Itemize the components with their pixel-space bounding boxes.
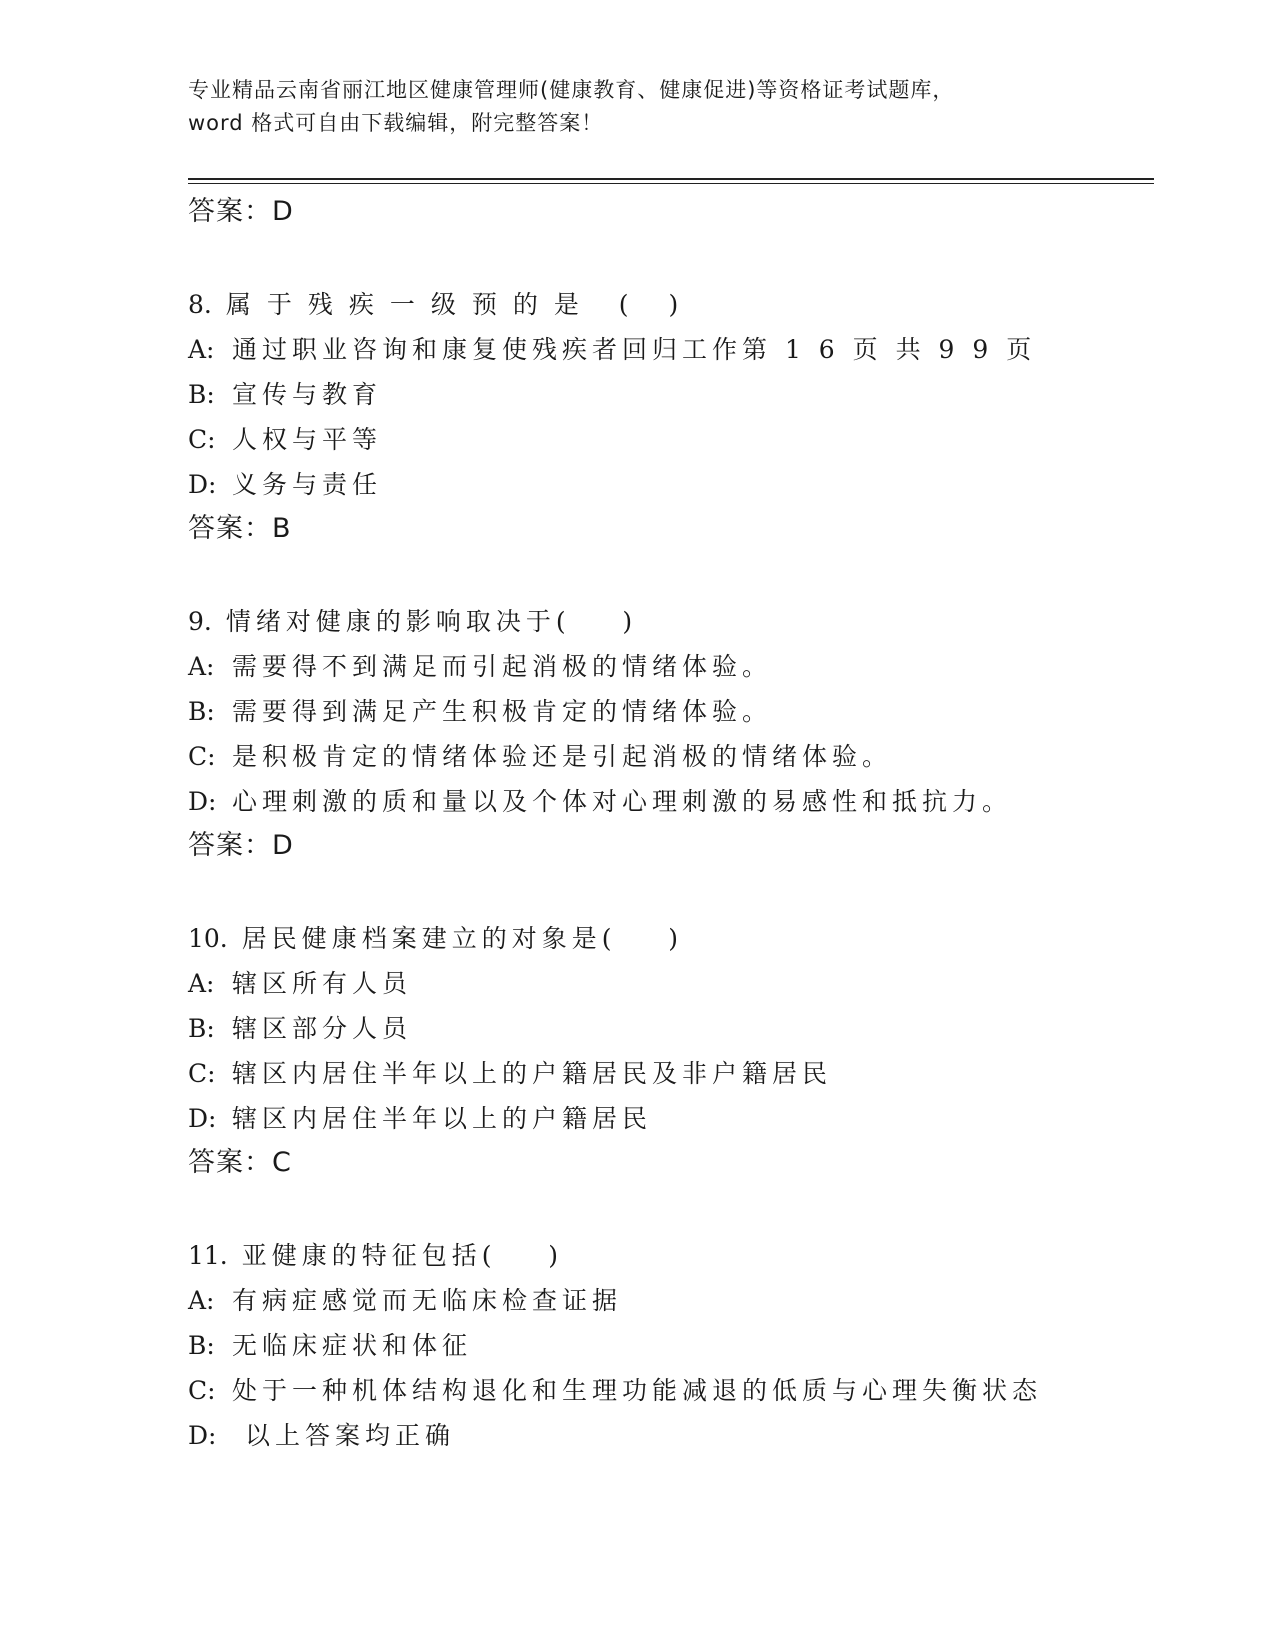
question-text bbox=[188, 916, 1188, 961]
option-label: A: bbox=[188, 969, 215, 998]
option-a bbox=[188, 327, 1188, 372]
question-stem: 居民健康档案建立的对象是( ) bbox=[241, 924, 684, 953]
option-text: 需要得不到满足而引起消极的情绪体验。 bbox=[232, 652, 773, 681]
option-text: 处于一种机体结构退化和生理功能减退的低质与心理失衡状态 bbox=[232, 1376, 1043, 1405]
previous-answer: 答案：D bbox=[188, 196, 294, 227]
option-text: 辖区内居住半年以上的户籍居民 bbox=[232, 1104, 653, 1133]
option-label: C: bbox=[188, 425, 216, 454]
option-text: 辖区所有人员 bbox=[232, 969, 413, 998]
option-b bbox=[188, 1323, 1188, 1368]
question-number: 8. bbox=[188, 290, 212, 319]
option-label: B: bbox=[188, 1331, 215, 1360]
option-text: 是积极肯定的情绪体验还是引起消极的情绪体验。 bbox=[232, 742, 893, 771]
option-text: 无临床症状和体征 bbox=[232, 1331, 473, 1360]
option-a bbox=[188, 961, 1188, 1006]
option-label: A: bbox=[188, 1286, 215, 1315]
question-8 bbox=[188, 282, 1188, 551]
option-b bbox=[188, 1006, 1188, 1051]
option-label: D: bbox=[188, 787, 217, 816]
option-label: D: bbox=[188, 470, 217, 499]
option-label: B: bbox=[188, 1014, 215, 1043]
option-c bbox=[188, 417, 1188, 462]
option-b bbox=[188, 372, 1188, 417]
option-text: 义务与责任 bbox=[232, 470, 383, 499]
option-text: 人权与平等 bbox=[232, 425, 383, 454]
option-label: C: bbox=[188, 1059, 216, 1088]
option-text: 辖区部分人员 bbox=[232, 1014, 413, 1043]
option-c bbox=[188, 1051, 1188, 1096]
option-label: C: bbox=[188, 1376, 216, 1405]
option-text: 需要得到满足产生积极肯定的情绪体验。 bbox=[232, 697, 773, 726]
question-number: 10. bbox=[188, 924, 228, 953]
option-label: A: bbox=[188, 652, 215, 681]
option-b bbox=[188, 689, 1188, 734]
option-d bbox=[188, 779, 1188, 824]
question-list bbox=[188, 190, 1188, 1458]
option-text: 有病症感觉而无临床检查证据 bbox=[232, 1286, 623, 1315]
answer: 答案：C bbox=[188, 1147, 292, 1178]
answer: 答案：B bbox=[188, 513, 292, 544]
option-label: B: bbox=[188, 697, 215, 726]
header-rule-thin bbox=[188, 183, 1154, 184]
question-stem: 亚健康的特征包括( ) bbox=[241, 1241, 564, 1270]
option-a bbox=[188, 644, 1188, 689]
question-stem: 情绪对健康的影响取决于( ) bbox=[225, 607, 638, 636]
header-line-1: 专业精品云南省丽江地区健康管理师(健康教育、健康促进)等资格证考试题库， bbox=[188, 78, 955, 102]
option-label: B: bbox=[188, 380, 215, 409]
question-number: 11. bbox=[188, 1241, 228, 1270]
question-text bbox=[188, 282, 1188, 327]
option-d bbox=[188, 462, 1188, 507]
header-line-2: word 格式可自由下载编辑，附完整答案！ bbox=[188, 111, 604, 135]
option-text: 以上答案均正确 bbox=[232, 1421, 455, 1450]
option-text: 辖区内居住半年以上的户籍居民及非户籍居民 bbox=[232, 1059, 833, 1088]
option-text: 宣传与教育 bbox=[232, 380, 383, 409]
header-rule-thick bbox=[188, 178, 1154, 180]
question-9 bbox=[188, 599, 1188, 868]
answer: 答案：D bbox=[188, 830, 294, 861]
option-a bbox=[188, 1278, 1188, 1323]
option-c bbox=[188, 734, 1188, 779]
option-text: 心理刺激的质和量以及个体对心理刺激的易感性和抵抗力。 bbox=[232, 787, 1013, 816]
option-label: A: bbox=[188, 335, 215, 364]
question-text bbox=[188, 1233, 1188, 1278]
option-d bbox=[188, 1096, 1188, 1141]
option-c bbox=[188, 1368, 1188, 1413]
option-d bbox=[188, 1413, 1188, 1458]
question-stem: 属于残疾一级预的是 ( ) bbox=[225, 290, 695, 319]
question-11 bbox=[188, 1233, 1188, 1458]
question-number: 9. bbox=[188, 607, 212, 636]
option-label: C: bbox=[188, 742, 216, 771]
option-label: D: bbox=[188, 1104, 217, 1133]
question-text bbox=[188, 599, 1188, 644]
question-10 bbox=[188, 916, 1188, 1185]
option-text: 通过职业咨询和康复使残疾者回归工作第 1 6 页 共 9 9 页 bbox=[232, 335, 1037, 364]
option-label: D: bbox=[188, 1421, 217, 1450]
document-header bbox=[188, 74, 1088, 140]
